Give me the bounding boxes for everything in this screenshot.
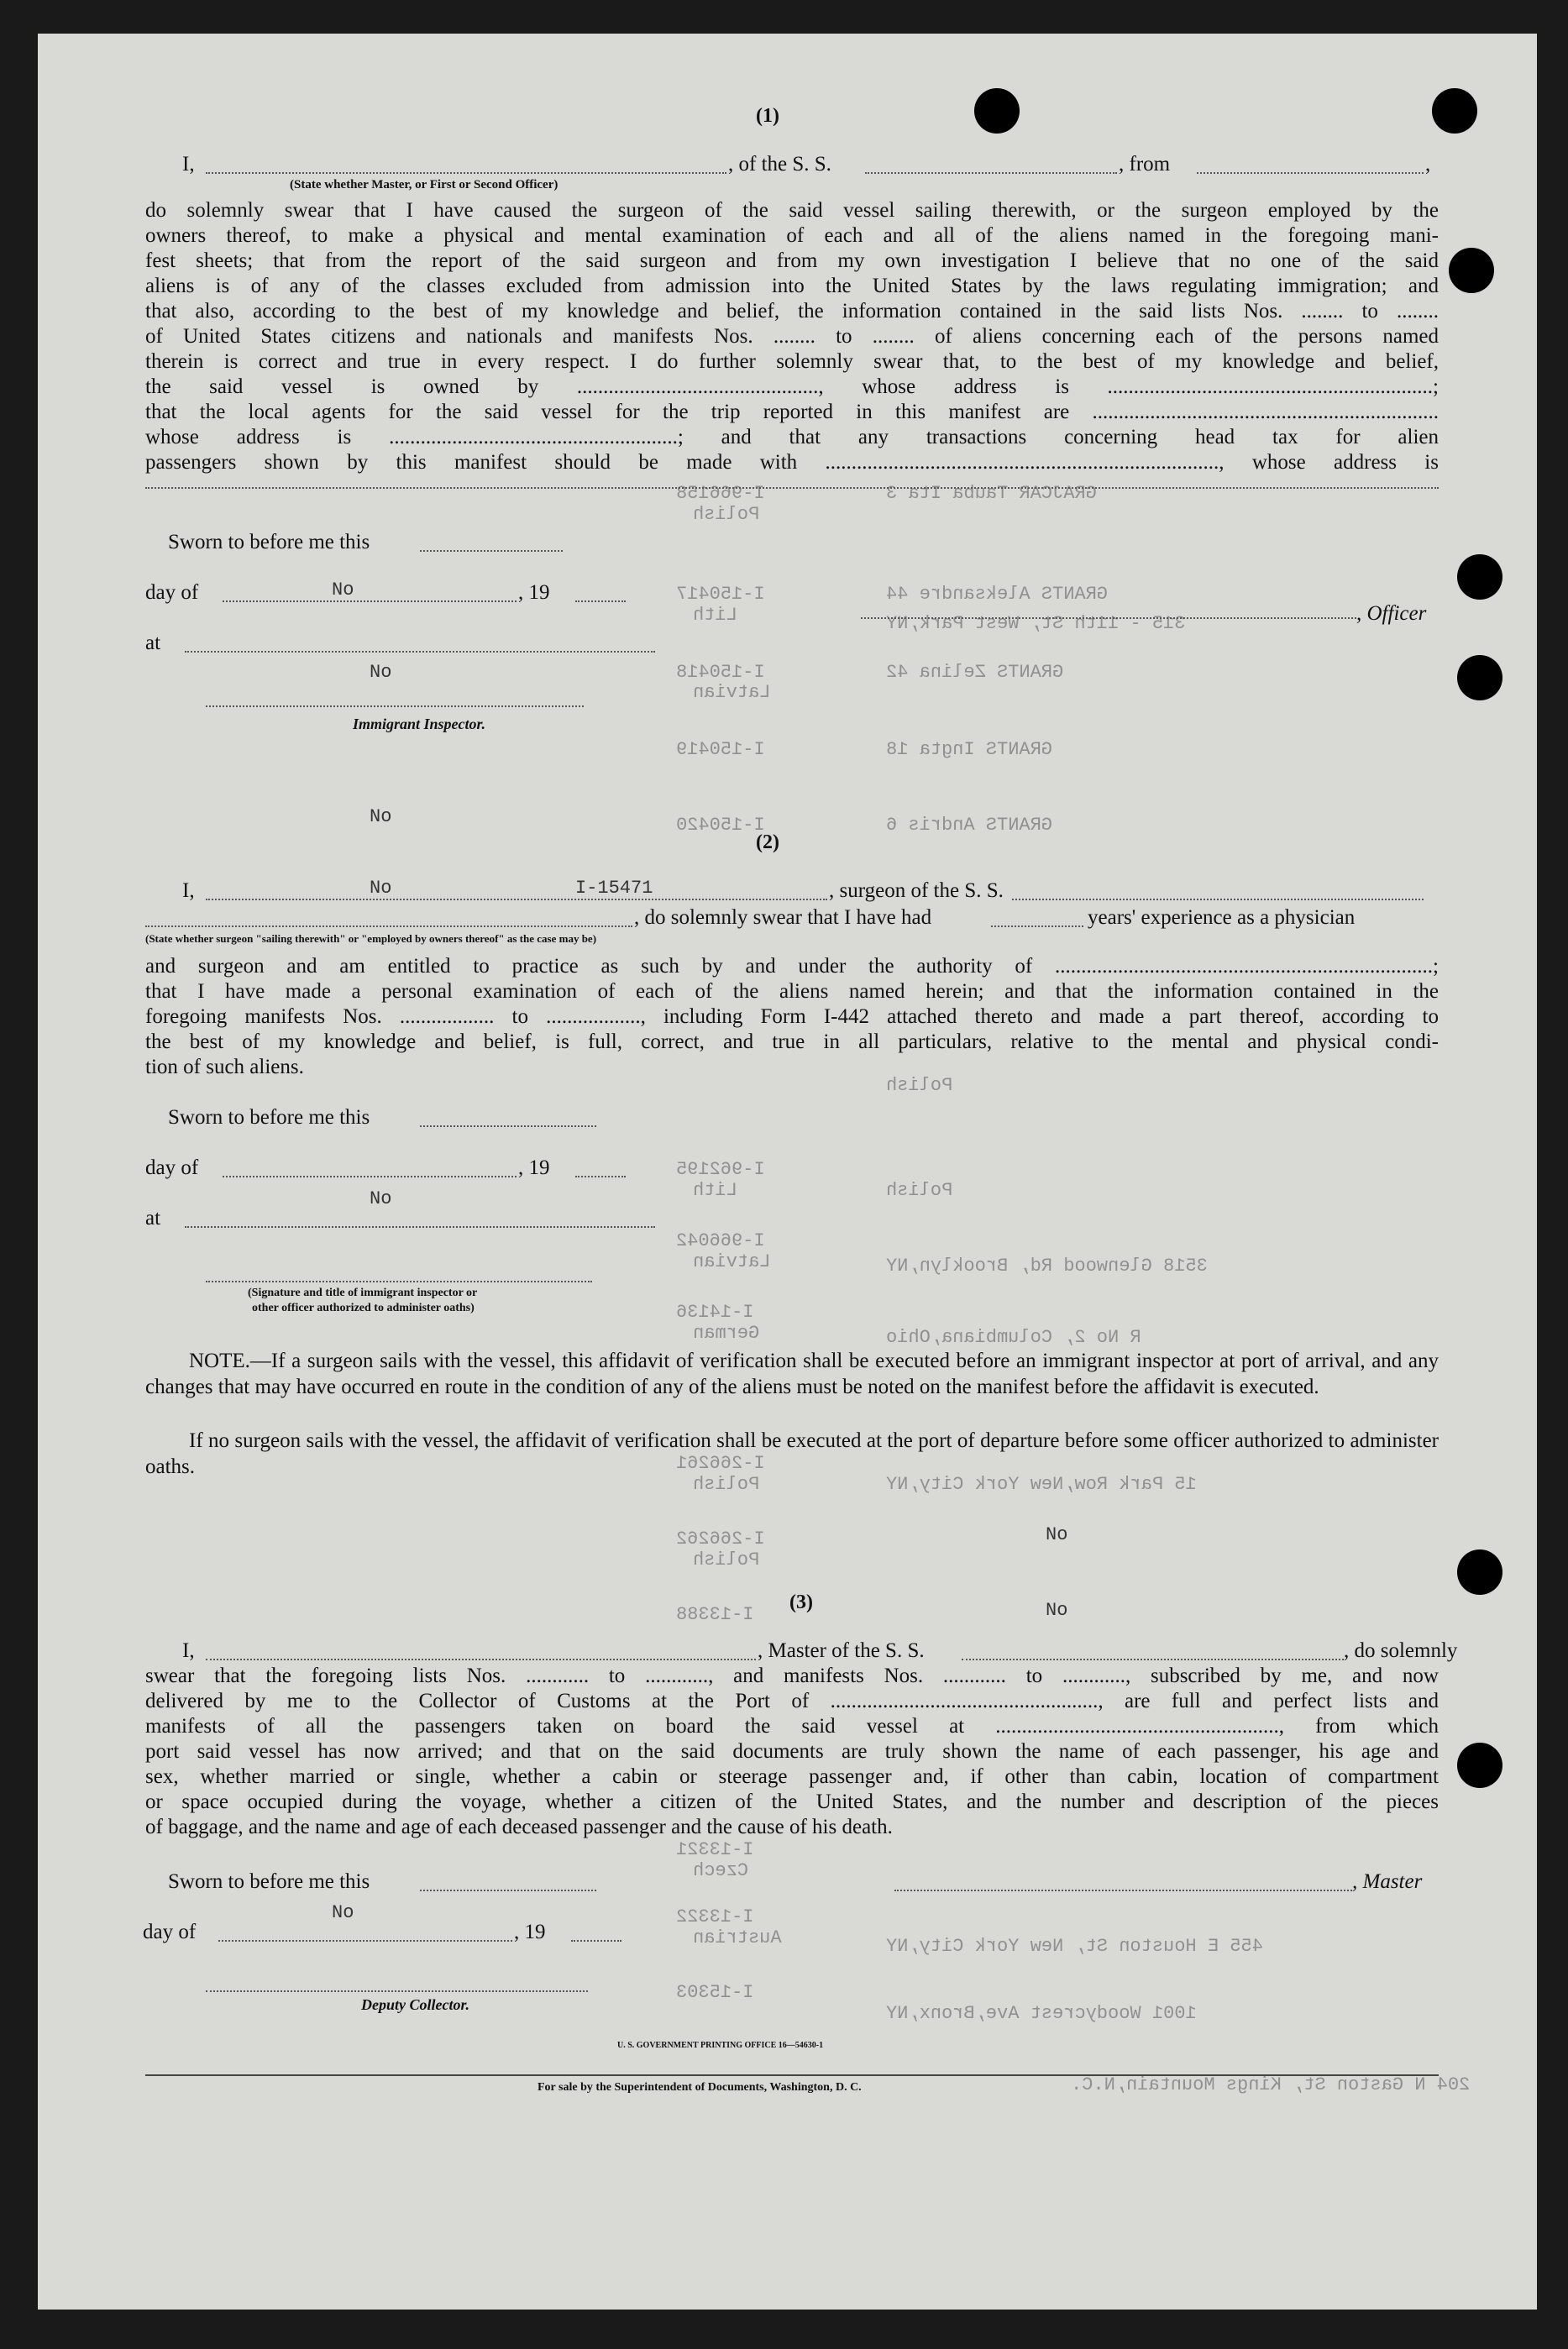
oath-line: , from: [1119, 153, 1171, 176]
bleed-text: Austrian: [693, 1927, 782, 1948]
blank-line: [571, 1940, 621, 1942]
oath-text: swear that the foregoing lists Nos. ............ to ............, and manifests Nos. ............ to ............, subscribed by me, and now: [145, 1665, 1439, 1687]
bleed-text: Polish: [693, 504, 760, 525]
collector-caption: Deputy Collector.: [361, 1996, 469, 2013]
blank-line: [206, 899, 827, 900]
bleed-text: Polish: [693, 1549, 760, 1570]
punch-hole: [1457, 655, 1502, 700]
oath-text: the said vessel is owned by .............................................., whose address is ..............................................................;: [145, 375, 1439, 398]
punch-hole: [974, 88, 1020, 134]
oath-text: owners thereof, to make a physical and mental examination of each and all of the aliens named in the foregoing mani-: [145, 224, 1439, 247]
blank-line: [1197, 172, 1424, 174]
manifest-page: [38, 34, 1537, 2310]
oath-text: tion of such aliens.: [145, 1056, 304, 1078]
oath-text: sex, whether married or single, whether a cabin or steerage passenger and, if other than cabin, location of compartment: [145, 1765, 1439, 1788]
oath-text: whose address is .......................................................; and that any transactions concerning head tax for alien: [145, 426, 1439, 448]
note-body: —If a surgeon sails with the vessel, this affidavit of verification shall be executed before an immigrant inspector at port of arrival, and any changes that may have occurred en route in the condition of any of the aliens must be noted on the manifest before the affidavit is executed.: [145, 1350, 1439, 1398]
inspector-caption: Immigrant Inspector.: [353, 716, 486, 732]
oath-text: do solemnly swear that I have caused the surgeon of the said vessel sailing therewith, or the surgeon employed by the: [145, 199, 1439, 222]
punch-hole: [1457, 1549, 1502, 1595]
oath-text: the best of my knowledge and belief, is full, correct, and true in all particulars, relative to the mental and physical condi-: [145, 1030, 1439, 1053]
bleed-text: I-266261: [676, 1453, 765, 1474]
bleed-text: 15 Park Row,New York City,NY: [886, 1474, 1197, 1495]
blank-line: [145, 487, 1439, 489]
bleed-text: I-150417: [676, 584, 765, 605]
blank-line: [145, 925, 632, 927]
stamp-no: No: [332, 1902, 354, 1923]
bleed-text: I-266262: [676, 1528, 765, 1549]
field-caption: (State whether Master, or First or Second Officer): [290, 178, 559, 191]
punch-hole: [1457, 554, 1502, 600]
at-label: at: [145, 1207, 161, 1230]
oath-text: of United States citizens and nationals and manifests Nos. ........ to ........ of aliens concerning each of the persons named: [145, 325, 1439, 348]
day-label: day of: [145, 581, 199, 604]
master-label: , Master: [1352, 1870, 1423, 1893]
footer-note: For sale by the Superintendent of Documents, Washington, D. C.: [538, 2081, 862, 2094]
blank-line: [206, 705, 584, 707]
blank-line: [962, 1659, 1344, 1660]
oath-text: therein is correct and true in every respect. I do further solemnly swear that, to the best of my knowledge and belief,: [145, 350, 1439, 373]
bleed-text: I-150419: [676, 739, 765, 760]
bleed-text: GRANTS Zelina 42: [886, 662, 1064, 683]
bleed-text: GRANTS Ingta 18: [886, 739, 1053, 760]
oath-line: I,: [182, 153, 195, 176]
stamp-no: No: [332, 579, 354, 600]
year-label: , 19: [518, 581, 550, 604]
stamp-no: No: [370, 806, 392, 827]
punch-hole: [1432, 88, 1477, 134]
oath-line: , surgeon of the S. S.: [829, 879, 1004, 902]
bleed-text: GRANTS Andris 6: [886, 815, 1053, 836]
bleed-text: German: [693, 1323, 760, 1344]
blank-line: [185, 651, 655, 653]
blank-line: [206, 1659, 756, 1660]
blank-line: [206, 1281, 592, 1282]
blank-line: [894, 1890, 1352, 1891]
gpo-imprint: U. S. GOVERNMENT PRINTING OFFICE 16—54630-1: [617, 2041, 824, 2050]
field-caption: other officer authorized to administer oaths): [252, 1302, 475, 1314]
oath-text: that I have made a personal examination of each of the aliens named herein; and that the information contained in the: [145, 980, 1439, 1003]
bleed-text: I-966158: [676, 483, 765, 504]
oath-text: foregoing manifests Nos. .................. to .................., including Form I-442 attached thereto and made a part thereof, according to: [145, 1005, 1439, 1028]
bleed-text: Latvian: [693, 1251, 771, 1272]
oath-text: passengers shown by this manifest should be made with ..........................................................................., whose address is: [145, 451, 1439, 474]
bleed-text: Polish: [693, 1474, 760, 1495]
note-text: If no surgeon sails with the vessel, the affidavit of verification shall be executed at the port of departure before some officer authorized to administer oaths.: [145, 1429, 1439, 1478]
bleed-text: Czech: [693, 1860, 749, 1881]
bleed-text: 1001 Woodycrest Ave,Bronx,NY: [886, 2003, 1197, 2024]
bleed-text: I-13388: [676, 1604, 754, 1625]
blank-line: [420, 1125, 596, 1127]
bleed-text: I-13321: [676, 1839, 754, 1860]
bleed-text: I-150420: [676, 815, 765, 836]
oath-line: , of the S. S.: [728, 153, 831, 176]
bleed-text: GRANTS Aleksandre 44: [886, 584, 1109, 605]
stamp-id: I-15471: [575, 878, 653, 899]
oath-line: , Master of the S. S.: [758, 1639, 925, 1662]
field-caption: (State whether surgeon "sailing therewith" or "employed by owners thereof" as the case may be): [145, 932, 597, 945]
oath-text: fest sheets; that from the report of the said surgeon and from my own investigation I believe that no one of the said: [145, 249, 1439, 272]
oath-line: years' experience as a physician: [1088, 906, 1356, 929]
field-caption: (Signature and title of immigrant inspector or: [248, 1287, 478, 1299]
oath-line: ,: [1425, 153, 1431, 176]
officer-label: , Officer: [1356, 602, 1427, 625]
footer-rule: [145, 2074, 1439, 2076]
blank-line: [218, 1940, 512, 1942]
day-label: day of: [145, 1156, 199, 1179]
blank-line: [206, 1990, 588, 1992]
bleed-text: Polish: [886, 1075, 953, 1096]
bleed-text: I-14136: [676, 1302, 754, 1323]
bleed-text: I-15303: [676, 1982, 754, 2003]
note-text: [145, 1348, 1439, 1400]
bleed-text: I-13322: [676, 1906, 754, 1927]
punch-hole: [1457, 1743, 1502, 1788]
blank-line: [991, 925, 1083, 927]
blank-line: [865, 172, 1117, 174]
oath-line: , do solemnly swear that I have had: [634, 906, 932, 929]
sworn-label: Sworn to before me this: [168, 531, 370, 553]
bleed-text: R No 2, Columbiana,Ohio: [886, 1327, 1141, 1348]
bleed-text: GRAJCAR Tauba Ita 3: [886, 483, 1097, 504]
oath-text: delivered by me to the Collector of Customs at the Port of ..................................................., are full and perfect lists and: [145, 1690, 1439, 1712]
bleed-text: Polish: [886, 1180, 953, 1201]
day-label: day of: [143, 1921, 197, 1943]
year-label: , 19: [514, 1921, 546, 1943]
bleed-text: 204 N Gaston St, Kings Mountain,N.C.: [1071, 2074, 1471, 2095]
bleed-text: Latvian: [693, 682, 771, 703]
oath-text: of baggage, and the name and age of each deceased passenger and the cause of his death.: [145, 1816, 893, 1838]
blank-line: [420, 550, 563, 552]
blank-line: [1012, 899, 1424, 900]
bleed-text: 455 E Houston St, New York City,NY: [886, 1936, 1263, 1957]
stamp-no: No: [370, 878, 392, 899]
blank-line: [861, 617, 1356, 619]
oath-text: port said vessel has now arrived; and that on the said documents are truly shown the name of each passenger, his age and: [145, 1740, 1439, 1763]
bleed-text: I-962195: [676, 1159, 765, 1180]
oath-line: I,: [182, 879, 195, 902]
stamp-no: No: [370, 662, 392, 683]
blank-line: [575, 1176, 626, 1177]
bleed-text: I-150418: [676, 662, 765, 683]
at-label: at: [145, 632, 161, 654]
blank-line: [420, 1890, 596, 1891]
stamp-no: No: [1046, 1524, 1068, 1545]
bleed-text: Lith: [693, 605, 737, 626]
blank-line: [223, 1176, 517, 1177]
bleed-text: 3518 Glenwood Rd, Brooklyn,NY: [886, 1256, 1208, 1277]
blank-line: [206, 172, 726, 174]
blank-line: [185, 1226, 655, 1228]
stamp-no: No: [370, 1188, 392, 1209]
bleed-text: 315 - 11th St, West Park,NY: [886, 613, 1186, 634]
oath-text: manifests of all the passengers taken on board the said vessel at ......................................................, from which: [145, 1715, 1439, 1738]
stamp-no: No: [1046, 1600, 1068, 1621]
punch-hole: [1449, 248, 1494, 293]
sworn-label: Sworn to before me this: [168, 1106, 370, 1129]
section-number: (3): [789, 1591, 813, 1613]
note-label: NOTE.: [189, 1350, 250, 1372]
oath-line: , do solemnly: [1344, 1639, 1458, 1662]
bleed-text: I-966042: [676, 1230, 765, 1251]
oath-text: and surgeon and am entitled to practice as such by and under the authority of ........................................................................;: [145, 955, 1439, 978]
bleed-text: Lith: [693, 1180, 737, 1201]
oath-text: that also, according to the best of my knowledge and belief, the information contained in the said lists Nos. ........ to ........: [145, 300, 1439, 322]
section-number: (2): [756, 831, 779, 853]
section-number: (1): [756, 105, 779, 127]
year-label: , 19: [518, 1156, 550, 1179]
oath-text: aliens is of any of the classes excluded from admission into the United States by the laws regulating immigration; and: [145, 275, 1439, 297]
blank-line: [575, 600, 626, 602]
oath-line: I,: [182, 1639, 195, 1662]
oath-text: that the local agents for the said vessel for the trip reported in this manifest are ..................................................................: [145, 401, 1439, 423]
blank-line: [223, 600, 517, 602]
sworn-label: Sworn to before me this: [168, 1870, 370, 1893]
oath-text: or space occupied during the voyage, whether a citizen of the United States, and the number and description of the pieces: [145, 1791, 1439, 1813]
